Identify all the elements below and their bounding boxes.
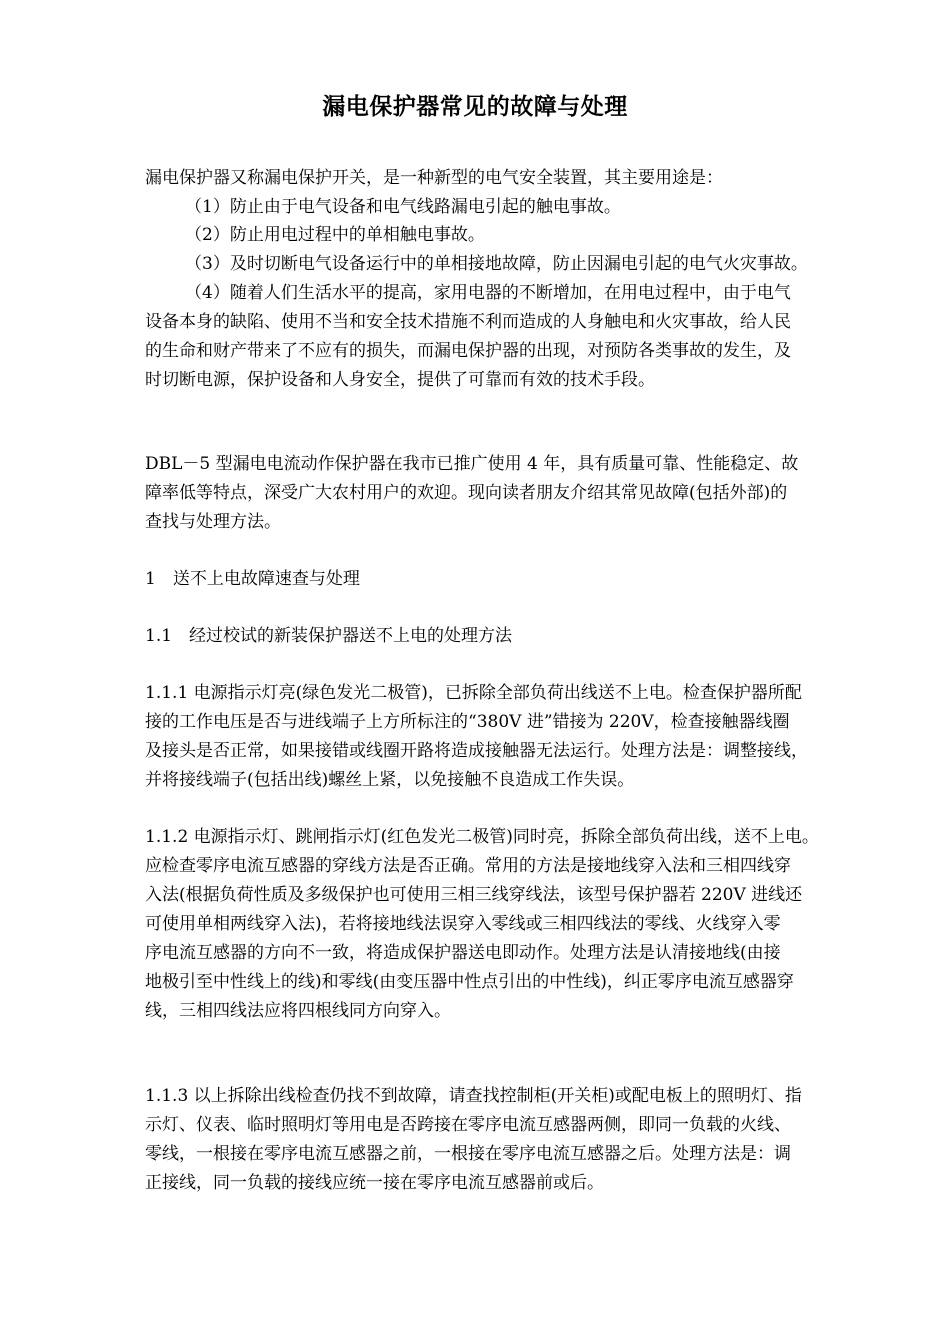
p111-line: 及接头是否正常，如果接错或线圈开路将造成接触器无法运行。处理方法是：调整接线， xyxy=(145,741,808,761)
section-heading-1: 1 送不上电故障速查与处理 xyxy=(145,569,360,589)
p112-line: 可使用单相两线穿入法)，若将接地线法误穿入零线或三相四线法的零线、火线穿入零 xyxy=(145,914,781,934)
p112-line: 地极引至中性线上的线)和零线(由变压器中性点引出的中性线)，纠正零序电流互感器穿 xyxy=(145,972,794,992)
use-item-2: （2）防止用电过程中的单相触电事故。 xyxy=(185,225,485,245)
dbl-paragraph-line: 障率低等特点，深受广大农村用户的欢迎。现向读者朋友介绍其常见故障(包括外部)的 xyxy=(145,483,788,503)
p113-line: 零线，一根接在零序电流互感器之前，一根接在零序电流互感器之后。处理方法是：调 xyxy=(145,1144,791,1164)
p112-line: 入法(根据负荷性质及多级保护也可使用三相三线穿线法，该型号保护器若 220V 进线还 xyxy=(145,885,803,905)
p112-line: 1.1.2 电源指示灯、跳闸指示灯(红色发光二极管)同时亮，拆除全部负荷出线，送不上电。 xyxy=(145,827,819,847)
use-item-4-line: 时切断电源，保护设备和人身安全，提供了可靠而有效的技术手段。 xyxy=(145,370,655,390)
dbl-paragraph-line: DBL－5 型漏电电流动作保护器在我市已推广使用 4 年，具有质量可靠、性能稳定、故 xyxy=(145,454,799,474)
p113-line: 正接线，同一负载的接线应统一接在零序电流互感器前或后。 xyxy=(145,1173,604,1193)
p111-line: 并将接线端子(包括出线)螺丝上紧，以免接触不良造成工作失误。 xyxy=(145,770,635,790)
dbl-paragraph-line: 查找与处理方法。 xyxy=(145,512,281,532)
p112-line: 应检查零序电流互感器的穿线方法是否正确。常用的方法是接地线穿入法和三相四线穿 xyxy=(145,856,791,876)
section-heading-1-1: 1.1 经过校试的新装保护器送不上电的处理方法 xyxy=(145,626,513,646)
use-item-1: （1）防止由于电气设备和电气线路漏电引起的触电事故。 xyxy=(185,197,621,217)
use-item-4-line: 设备本身的缺陷、使用不当和安全技术措施不利而造成的人身触电和火灾事故，给人民 xyxy=(145,312,791,332)
p112-line: 线，三相四线法应将四根线同方向穿入。 xyxy=(145,1001,451,1021)
intro-line: 漏电保护器又称漏电保护开关，是一种新型的电气安全装置，其主要用途是： xyxy=(145,168,723,188)
p112-line: 序电流互感器的方向不一致，将造成保护器送电即动作。处理方法是认清接地线(由接 xyxy=(145,943,781,963)
use-item-4-line: 的生命和财产带来了不应有的损失，而漏电保护器的出现，对预防各类事故的发生，及 xyxy=(145,341,791,361)
document-title: 漏电保护器常见的故障与处理 xyxy=(322,93,628,120)
p111-line: 1.1.1 电源指示灯亮(绿色发光二极管)，已拆除全部负荷出线送不上电。检查保护器所配 xyxy=(145,683,802,703)
p113-line: 示灯、仪表、临时照明灯等用电是否跨接在零序电流互感器两侧，即同一负载的火线、 xyxy=(145,1115,791,1135)
p111-line: 接的工作电压是否与进线端子上方所标注的“380V 进”错接为 220V，检查接触器线圈 xyxy=(145,712,790,732)
p113-line: 1.1.3 以上拆除出线检查仍找不到故障，请查找控制柜(开关柜)或配电板上的照明灯、指 xyxy=(145,1086,802,1106)
use-item-3: （3）及时切断电气设备运行中的单相接地故障，防止因漏电引起的电气火灾事故。 xyxy=(185,254,808,274)
use-item-4: （4）随着人们生活水平的提高，家用电器的不断增加，在用电过程中，由于电气 xyxy=(185,283,791,303)
